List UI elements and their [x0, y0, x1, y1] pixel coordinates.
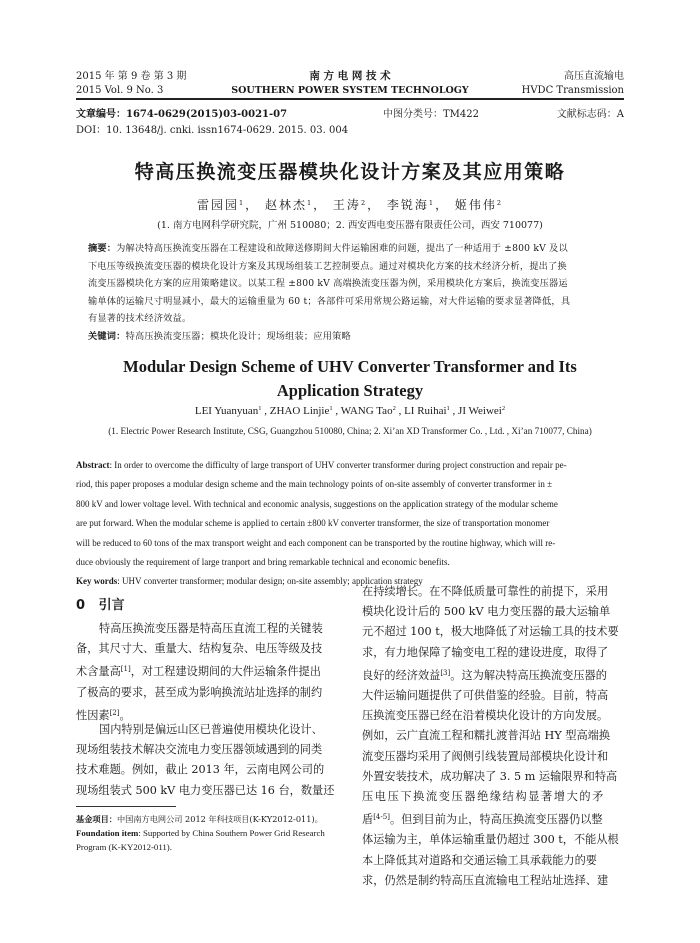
footnote-rule	[76, 806, 176, 807]
journal-name-en: SOUTHERN POWER SYSTEM TECHNOLOGY	[231, 85, 469, 96]
keywords-cn-label: 关键词：	[88, 330, 126, 342]
author-cn: 姬伟伟	[454, 198, 497, 212]
intro-paragraph-2: 国内特别是偏远山区已普遍使用模块化设计、 现场组装技术解决交流电力变压器领域遇到的同类 技术难题。例如，截止 2013 年，云南电网公司的 现场组装式 500 kV 电力变压器已达 16 台，数量还	[76, 723, 335, 797]
author-cn: 赵林杰	[264, 198, 307, 212]
doi: DOI：10. 13648/j. cnki. issn1674-0629. 2015. 03. 004	[76, 125, 349, 136]
footnote: 基金项目：中国南方电网公司 2012 年科技项目(K-KY2012-011)。 Foundation item: Supported by China Southern Power Grid Research Program (K-KY2012-011).	[76, 814, 325, 852]
article-number: 文章编号：1674-0629(2015)03-0021-07	[76, 109, 288, 120]
column-name-en: HVDC Transmission	[521, 85, 624, 96]
intro-paragraph-1: 特高压换流变压器是特高压直流工程的关键装 备，其尺寸大、重量大、结构复杂、电压等级及技 术含量高[1]，对工程建设期间的大件运输条件提出 了极高的要求，甚至成为影响换流站址选择的制约 性因素[2]。	[76, 622, 323, 722]
intro-paragraph-right: 在持续增长。在不降低质量可靠性的前提下，采用 模块化设计后的 500 kV 电力变压器的最大运输单 元不超过 100 t，极大地降低了对运输工具的技术要 求，有力地保障了输变电工程的建设进度，取得了 良好的经济效益[3]。这为解决特高压换流变压器的 大件运输问题提供了可供借鉴的经验。目前，特高 压换流变压器已经在沿着模块化设计的方向发展。 例如，云广直流工程和糯扎渡普洱站 HY 型高端换 流变压器均采用了阀侧引线装置局部模块化设计和 外置安装技术，成功解决了 3. 5 m 运输限界和特高 压电压下换流变压器绝缘结构显著增大的矛 盾[4-5]。但到目前为止，特高压换流变压器仍以整 体运输为主，单体运输重量仍超过 300 t，不能从根 本上降低其对道路和交通运输工具承载能力的要 求，仍然是制约特高压直流输电工程站址选择、建	[362, 585, 619, 887]
authors-en: LEI Yuanyuan$^1$ , ZHAO Linjie$^1$ , WANG Tao$^2$ , LI Ruihai$^1$ , JI Weiwei$^2$	[194, 405, 506, 417]
keywords-cn: 特高压换流变压器；模块化设计；现场组装；应用策略	[125, 330, 351, 342]
abstract-cn-label: 摘要：	[88, 243, 117, 254]
journal-issue-cn: 2015 年 第 9 卷 第 3 期	[76, 71, 187, 82]
section-heading: 0 引言	[76, 598, 125, 613]
author-cn: 雷园园	[196, 198, 239, 212]
journal-issue-en: 2015 Vol. 9 No. 3	[76, 85, 164, 96]
author-en: LEI Yuanyuan	[194, 405, 259, 417]
abstract-cn: 摘要：为解决特高压换流变压器在工程建设和故障送修期间大件运输困难的问题，提出了一种适用于 ±800 kV 及以 下电压等级换流变压器的模块化设计方案及其现场组装工艺控制要点。通过对模块化方案的技术经济分析，提出了换 流变压器模块化方案的应用策略建议。以某工程 ±800 kV 高端换流变压器为例，采用模块化方案后，换流变压器运 输单体的运输尺寸明显减小，最大的运输重量为 60 t；各部件可采用常规公路运输，对大件运输的要求显著降低，具 有显著的技术经济效益。 关键词：特高压换流变压器；模块化设计；现场组装；应用策略	[88, 243, 571, 342]
keywords-en: : UHV converter transformer; modular design; on-site assembly; application strategy	[117, 576, 423, 587]
affiliation-cn: (1. 南方电网科学研究院，广州 510080；2. 西安西电变压器有限责任公司，西安 710077)	[157, 220, 543, 231]
author-cn: 王涛	[332, 198, 361, 212]
column-name-cn: 高压直流输电	[564, 71, 624, 82]
title-en: Modular Design Scheme of UHV Converter Transformer and Its Application Strategy	[123, 357, 577, 400]
header-rule	[76, 98, 624, 100]
author-en: JI Weiwei	[458, 405, 502, 417]
author-en: ZHAO Linjie	[269, 405, 330, 417]
citation: [1]	[120, 665, 131, 674]
title-cn: 特高压换流变压器模块化设计方案及其应用策略	[134, 161, 566, 183]
author-en: WANG Tao	[340, 405, 393, 417]
citation: [2]	[109, 708, 120, 717]
affiliation-en: (1. Electric Power Research Institute, CSG, Guangzhou 510080, China; 2. Xi’an XD Transformer Co. , Ltd. , Xi’an 710077, China)	[108, 426, 592, 436]
citation: [4-5]	[373, 813, 390, 822]
authors-cn: 雷园园$^1$， 赵林杰$^1$， 王涛$^2$， 李锐海$^1$， 姬伟伟$^2$	[196, 198, 504, 212]
document-code: 文献标志码：A	[556, 109, 624, 120]
fund-en-label: Foundation item	[76, 828, 139, 838]
abstract-en: Abstract: In order to overcome the difficulty of large transport of UHV converter transformer during project construction and repair pe- riod, this paper proposes a modular design scheme and the main technology points of on-site assembly of converter transformer in ± 800 kV and lower voltage level. With technical and economic analysis, suggestions on the application strategy of the modular scheme are put forward. When the modular scheme is applied to certain ±800 kV converter transformer, the size of transportation monomer will be reduced to 60 tons of the max transport weight and each component can be transported by the routine highway, which will re- duce obviously the requirement of large tranport and bring remarkable technical and economic benefits. Key words: UHV converter transformer; modular design; on-site assembly; application strategy	[76, 460, 567, 587]
author-en: LI Ruihai	[404, 405, 447, 417]
citation: [3]	[440, 668, 451, 677]
author-cn: 李锐海	[386, 198, 429, 212]
journal-name-cn: 南 方 电 网 技 术	[309, 70, 391, 82]
clc-number: 中图分类号：TM422	[383, 109, 479, 120]
keywords-en-label: Key words	[76, 576, 118, 587]
abstract-en-label: Abstract	[76, 460, 110, 470]
fund-cn-label: 基金项目：	[76, 814, 117, 824]
